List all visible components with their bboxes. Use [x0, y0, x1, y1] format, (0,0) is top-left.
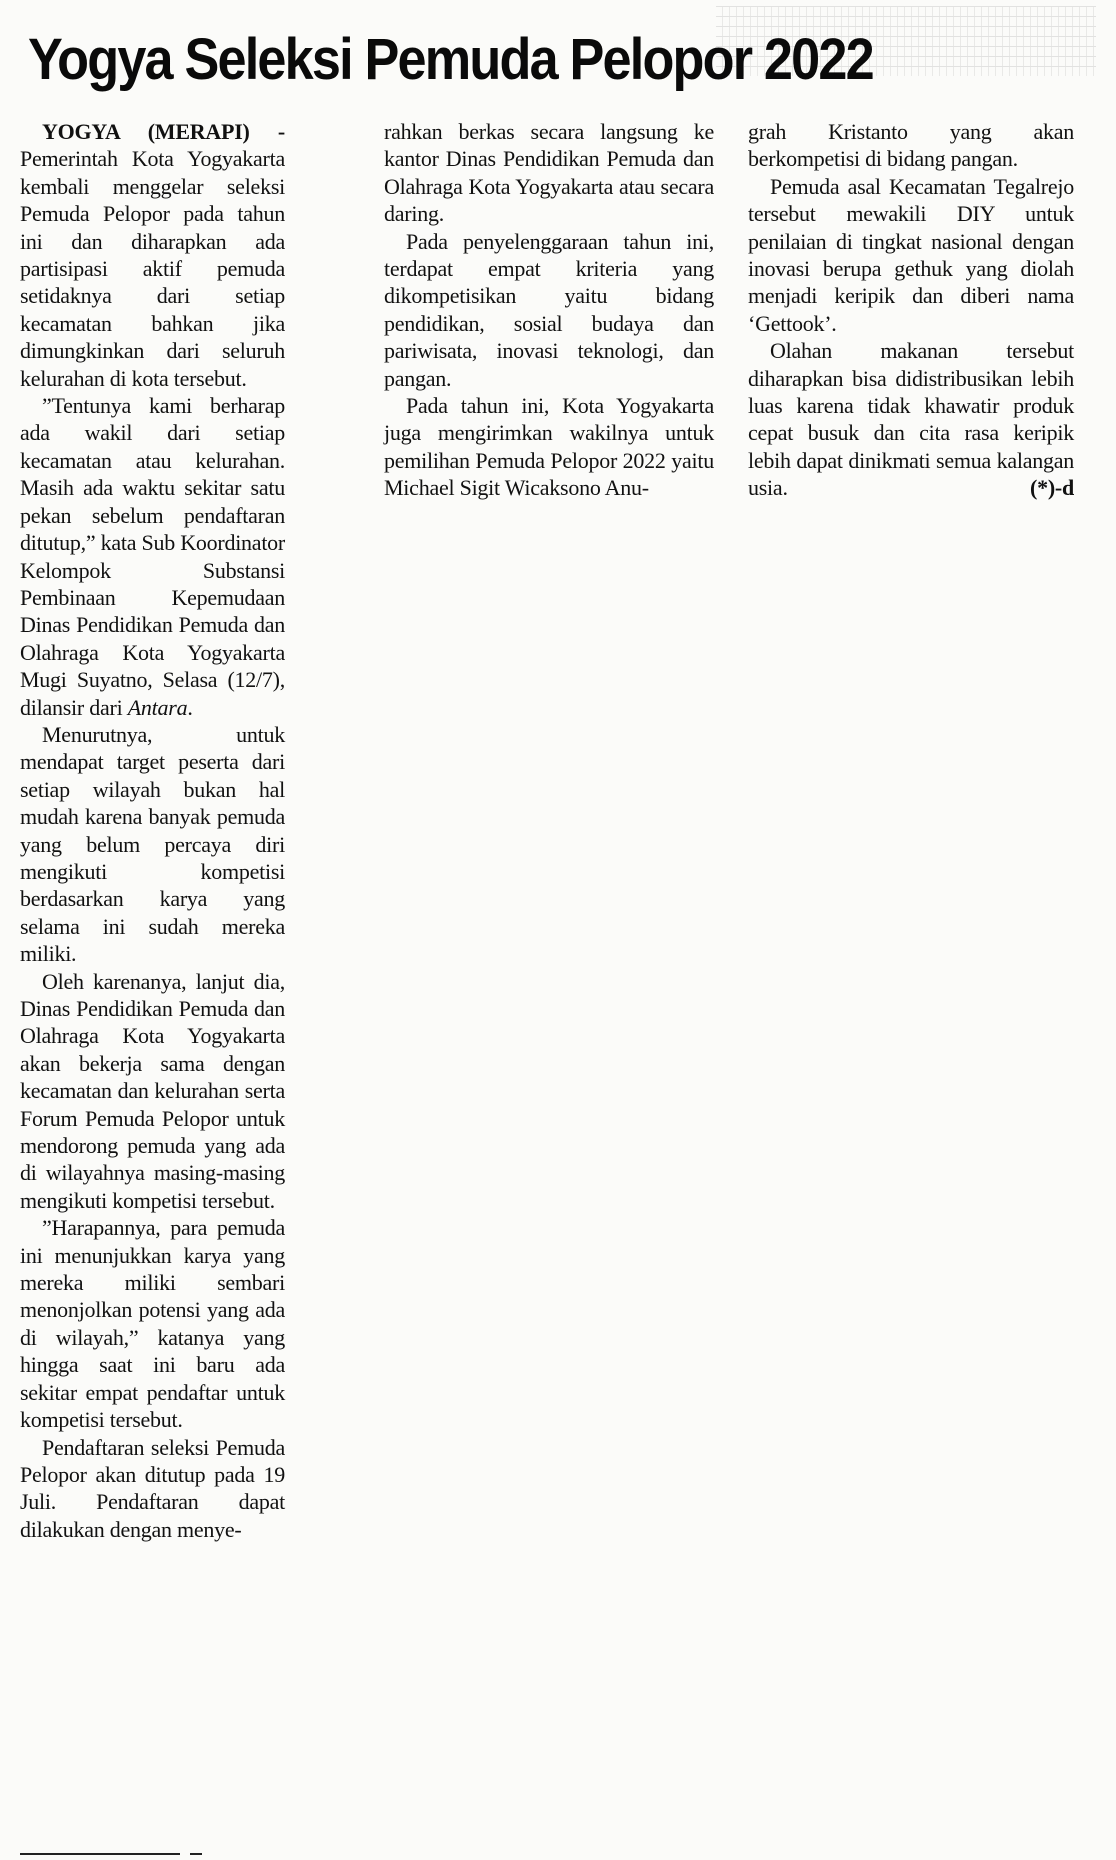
paragraph-text: Pemerintah Kota Yogyakarta kembali menggelar seleksi Pemuda Pelopor pada tahun ini dan diharapkan ada partisipasi aktif pemuda setidaknya dari setiap kecamatan bahkan jika dimungkinkan dari seluruh kelurahan di kota tersebut. [20, 146, 285, 391]
paragraph: rahkan berkas secara langsung ke kantor Dinas Pendidikan Pemuda dan Olahraga Kota Yogyakarta atau secara daring. [384, 119, 714, 227]
article-column-1 [20, 118, 285, 1543]
article-headline: Yogya Seleksi Pemuda Pelopor 2022 [28, 27, 873, 92]
paragraph-text: Olahan makanan tersebut diharapkan bisa didistribusikan lebih luas karena tidak khawatir produk cepat busuk dan cita rasa keripik lebih dapat dinikmati semua kalangan usia. [748, 338, 1074, 501]
paragraph [748, 337, 1074, 501]
paragraph: ”Harapannya, para pemuda ini menunjukkan karya yang mereka miliki sembari menonjolkan potensi yang ada di wilayah,” katanya yang hingga saat ini baru ada sekitar empat pendaftar untuk kompetisi tersebut. [20, 1215, 285, 1433]
paragraph: Pemuda asal Kecamatan Tegalrejo tersebut mewakili DIY untuk penilaian di tingkat nasional dengan inovasi berupa gethuk yang diolah menjadi keripik dan diberi nama ‘Gettook’. [748, 173, 1074, 336]
paragraph: Pada tahun ini, Kota Yogyakarta juga mengirimkan wakilnya untuk pemilihan Pemuda Pelopor 2022 yaitu Michael Sigit Wicaksono Anu- [384, 393, 714, 501]
bottom-rule-dash [190, 1853, 202, 1855]
article-column-3 [748, 118, 1074, 502]
bottom-rule [20, 1853, 180, 1855]
paragraph: grah Kristanto yang akan berkompetisi di bidang pangan. [748, 119, 1074, 172]
paragraph: Oleh karenanya, lanjut dia, Dinas Pendidikan Pemuda dan Olahraga Kota Yogyakarta akan bekerja sama dengan kecamatan dan kelurahan serta Forum Pemuda Pelopor untuk mendorong pemuda yang ada di wilayahnya masing-masing mengikuti kompetisi tersebut. [20, 968, 285, 1213]
paragraph: ”Tentunya kami berharap ada wakil dari setiap kecamatan atau kelurahan. Masih ada waktu sekitar satu pekan sebelum pendaftaran ditutup,” kata Sub Koordinator Kelompok Substansi Pembinaan Kepemudaan Dinas Pendidikan Pemuda dan Olahraga Kota Yogyakarta Mugi Suyatno, Selasa (12/7), dilansir dari Antara. [20, 393, 286, 720]
source-name: Antara [127, 694, 188, 720]
article-column-2 [384, 118, 714, 502]
paragraph [20, 118, 285, 392]
paragraph: Pada penyelenggaraan tahun ini, terdapat empat kriteria yang dikompetisikan yaitu bidang pendidikan, sosial budaya dan pariwisata, inovasi teknologi, dan pangan. [384, 228, 714, 391]
author-credit: (*)-d [1030, 475, 1074, 501]
paragraph: Menurutnya, untuk mendapat target peserta dari setiap wilayah bukan hal mudah karena banyak pemuda yang belum percaya diri mengikuti kompetisi berdasarkan karya yang selama ini sudah mereka miliki. [20, 721, 285, 967]
paragraph: Pendaftaran seleksi Pemuda Pelopor akan ditutup pada 19 Juli. Pendaftaran dapat dilakukan dengan menye- [20, 1434, 285, 1542]
paragraph-text: ”Tentunya kami berharap ada wakil dari setiap kecamatan atau kelurahan. Masih ada waktu sekitar satu pekan sebelum pendaftaran ditutup,” kata Sub Koordinator Kelompok Substansi Pembinaan Kepemudaan Dinas Pendidikan Pemuda dan Olahraga Kota Yogyakarta Mugi Suyatno, Selasa (12/7), dilansir dari [20, 393, 286, 720]
dateline: YOGYA (MERAPI) - [42, 119, 285, 144]
